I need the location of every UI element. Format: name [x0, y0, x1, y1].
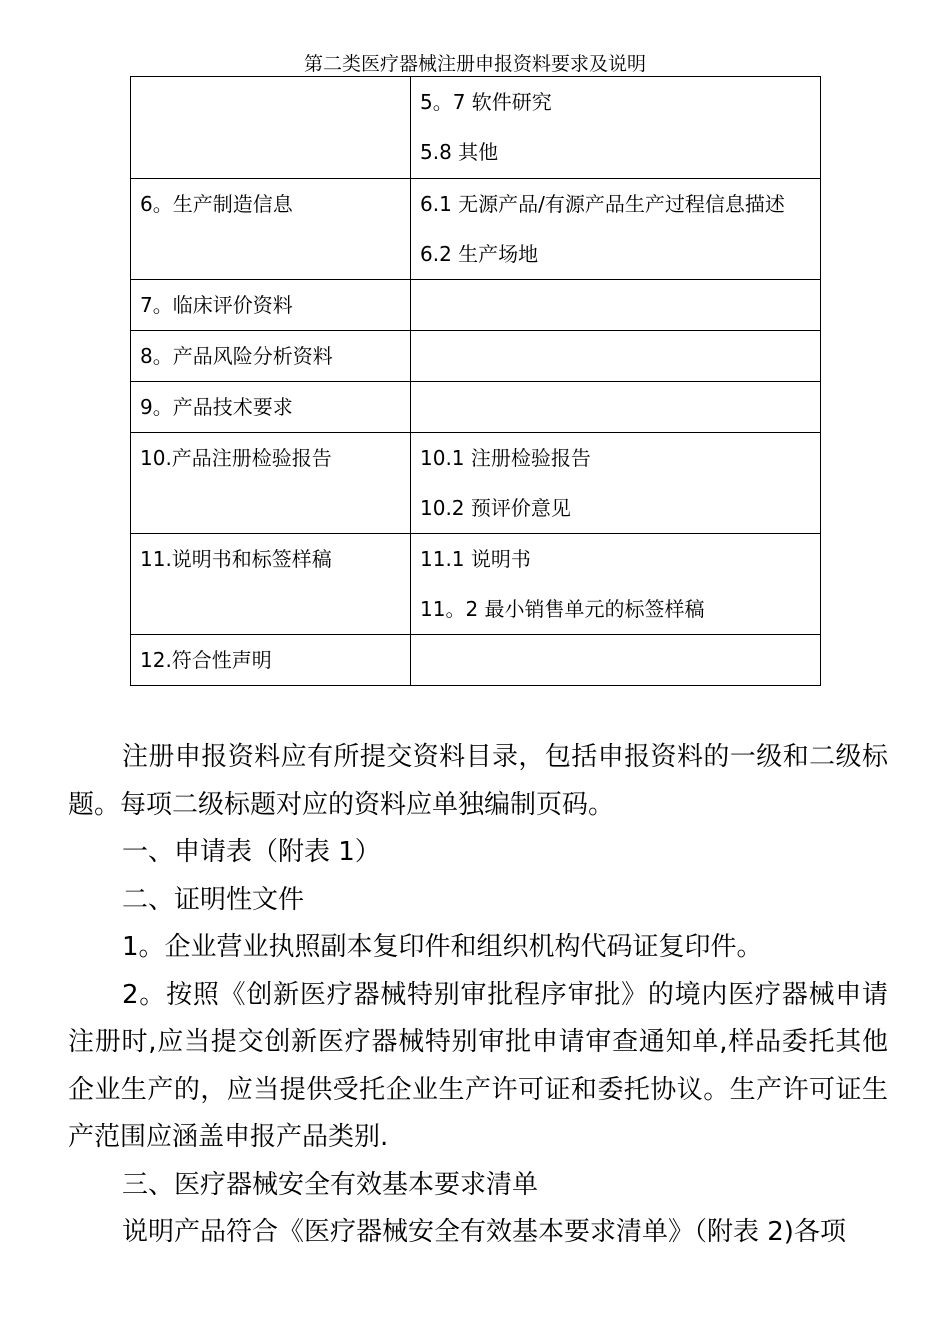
table-cell-subitems [411, 179, 821, 280]
table-cell-item: 6。生产制造信息 [131, 179, 411, 280]
section-heading: 二、证明性文件 [122, 884, 305, 915]
table-cell-subitems [411, 331, 821, 382]
table-cell-subitems [411, 280, 821, 331]
section-heading: 三、医疗器械安全有效基本要求清单 [122, 1169, 539, 1200]
table-cell-item: 9。产品技术要求 [131, 382, 411, 433]
subitem: 5。7 软件研究 [420, 90, 552, 114]
table-row [131, 534, 821, 635]
table-cell-item: 8。产品风险分析资料 [131, 331, 411, 382]
section-heading: 一、申请表（附表 1） [122, 837, 381, 867]
table-cell-item: 7。临床评价资料 [131, 280, 411, 331]
paragraph: 注册申报资料应有所提交资料目录，包括申报资料的一级和二级标题。每项二级标题对应的资料应单独编制页码。 [68, 742, 888, 820]
table-cell-item: 11.说明书和标签样稿 [131, 534, 411, 635]
table-row [131, 331, 821, 382]
table-cell-subitems [411, 635, 821, 686]
subitem: 6.2 生产场地 [420, 242, 539, 266]
paragraph: 2。按照《创新医疗器械特别审批程序审批》的境内医疗器械申请注册时,应当提交创新医疗器械特别审批申请审查通知单,样品委托其他企业生产的，应当提供受托企业生产许可证和委托协议。生产许可证生产范围应涵盖申报产品类别. [68, 979, 888, 1152]
subitem: 5.8 其他 [420, 140, 499, 164]
paragraph: 1。企业营业执照副本复印件和组织机构代码证复印件。 [122, 932, 763, 962]
table-cell-subitems [411, 77, 821, 179]
subitem: 10.1 注册检验报告 [420, 446, 591, 470]
table-row [131, 382, 821, 433]
table-cell-subitems [411, 433, 821, 534]
paragraph: 说明产品符合《医疗器械安全有效基本要求清单》（附表 2)各项 [122, 1217, 846, 1247]
subitem: 6.1 无源产品/有源产品生产过程信息描述 [420, 192, 785, 216]
subitem: 10.2 预评价意见 [420, 496, 571, 520]
table-cell-subitems [411, 382, 821, 433]
body-text [68, 734, 888, 1257]
table-row [131, 179, 821, 280]
subitem: 11.1 说明书 [420, 547, 531, 571]
subitem: 11。2 最小销售单元的标签样稿 [420, 597, 705, 621]
table-cell-item [131, 77, 411, 179]
table-row [131, 433, 821, 534]
table-cell-subitems [411, 534, 821, 635]
table-cell-item: 10.产品注册检验报告 [131, 433, 411, 534]
table-row [131, 77, 821, 179]
table-row [131, 635, 821, 686]
table-row [131, 280, 821, 331]
table-cell-item: 12.符合性声明 [131, 635, 411, 686]
page-header: 第二类医疗器械注册申报资料要求及说明 [303, 53, 646, 75]
materials-table [130, 76, 821, 686]
